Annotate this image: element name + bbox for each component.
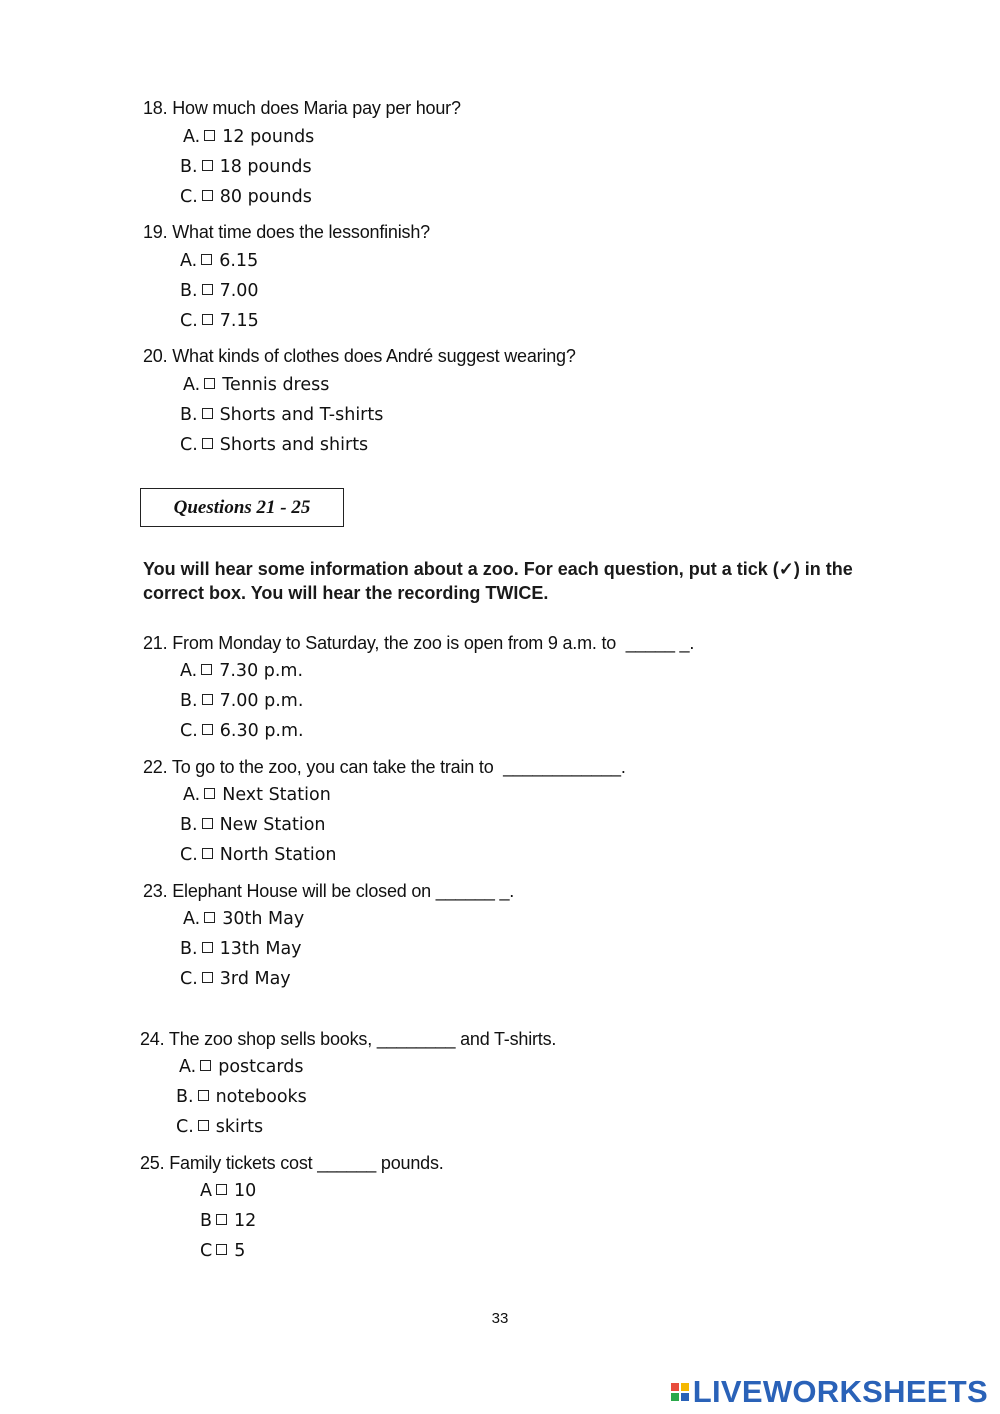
option-23-b[interactable]: [180, 937, 302, 961]
checkbox-icon[interactable]: [202, 160, 213, 171]
option-text: 6.15: [219, 251, 259, 271]
option-text: 7.00 p.m.: [219, 691, 304, 711]
checkbox-icon[interactable]: [202, 284, 213, 295]
option-label: B: [200, 1211, 213, 1231]
checkbox-icon[interactable]: [202, 694, 213, 705]
checkbox-icon[interactable]: [216, 1214, 227, 1225]
option-text: skirts: [215, 1117, 264, 1137]
option-text: North Station: [219, 845, 337, 865]
logo-square-icon: [681, 1393, 689, 1401]
checkbox-icon[interactable]: [202, 724, 213, 735]
option-label: A.: [179, 1057, 197, 1077]
option-text: Tennis dress: [222, 375, 330, 395]
checkbox-icon[interactable]: [216, 1244, 227, 1255]
checkbox-icon[interactable]: [198, 1120, 209, 1131]
question-19-text: 19. What time does the lessonfinish?: [143, 222, 430, 242]
option-19-a[interactable]: [180, 249, 258, 273]
option-text: 6.30 p.m.: [219, 721, 304, 741]
option-label: B.: [180, 405, 198, 425]
option-19-b[interactable]: [180, 279, 259, 303]
question-25-text: 25. Family tickets cost ______ pounds.: [140, 1153, 444, 1173]
option-label: C.: [180, 187, 198, 207]
option-label: B.: [180, 281, 198, 301]
checkbox-icon[interactable]: [202, 848, 213, 859]
option-label: C.: [180, 311, 198, 331]
question-21-text: 21. From Monday to Saturday, the zoo is open from 9 a.m. to _____ _.: [143, 633, 695, 653]
option-text: postcards: [218, 1057, 304, 1077]
option-text: Shorts and shirts: [219, 435, 369, 455]
option-label: B.: [180, 939, 198, 959]
option-20-a[interactable]: [183, 373, 329, 397]
option-23-c[interactable]: [180, 967, 291, 991]
option-20-b[interactable]: [180, 403, 383, 427]
checkbox-icon[interactable]: [202, 438, 213, 449]
option-21-a[interactable]: [180, 659, 303, 683]
checkbox-icon[interactable]: [216, 1184, 227, 1195]
option-18-b[interactable]: [180, 155, 312, 179]
option-text: 30th May: [222, 909, 305, 929]
checkbox-icon[interactable]: [201, 664, 212, 675]
option-label: C.: [180, 721, 198, 741]
option-19-c[interactable]: [180, 309, 259, 333]
option-label: A.: [183, 375, 201, 395]
option-text: 7.30 p.m.: [219, 661, 304, 681]
logo-square-icon: [671, 1383, 679, 1391]
option-22-c[interactable]: [180, 843, 337, 867]
option-text: 5: [234, 1241, 246, 1261]
option-text: 12 pounds: [222, 127, 315, 147]
checkbox-icon[interactable]: [202, 942, 213, 953]
question-22-text: 22. To go to the zoo, you can take the train to ____________.: [143, 757, 626, 777]
option-label: B.: [180, 815, 198, 835]
logo-mark-icon: [671, 1383, 689, 1401]
option-text: 10: [233, 1181, 257, 1201]
option-18-a[interactable]: [183, 125, 314, 149]
option-text: Shorts and T-shirts: [219, 405, 384, 425]
option-text: New Station: [219, 815, 326, 835]
option-label: A.: [183, 127, 201, 147]
option-label: C.: [180, 845, 198, 865]
option-22-a[interactable]: [183, 783, 331, 807]
question-23-text: 23. Elephant House will be closed on ______ _.: [143, 881, 515, 901]
page-number: 33: [491, 1310, 509, 1327]
option-25-b[interactable]: [200, 1209, 256, 1233]
option-label: B.: [180, 157, 198, 177]
checkbox-icon[interactable]: [200, 1060, 211, 1071]
logo-square-icon: [671, 1393, 679, 1401]
option-25-c[interactable]: [200, 1239, 245, 1263]
checkbox-icon[interactable]: [198, 1090, 209, 1101]
option-25-a[interactable]: [200, 1179, 256, 1203]
option-23-a[interactable]: [183, 907, 304, 931]
option-text: 13th May: [219, 939, 302, 959]
option-18-c[interactable]: [180, 185, 312, 209]
option-label: C: [200, 1241, 213, 1261]
checkbox-icon[interactable]: [201, 254, 212, 265]
option-label: A.: [180, 251, 198, 271]
logo-square-icon: [681, 1383, 689, 1391]
option-text: 3rd May: [219, 969, 291, 989]
question-20-text: 20. What kinds of clothes does André suggest wearing?: [143, 346, 576, 366]
option-text: 12: [234, 1211, 257, 1231]
option-text: 7.00: [219, 281, 259, 301]
option-label: C.: [180, 969, 198, 989]
option-text: 7.15: [219, 311, 259, 331]
checkbox-icon[interactable]: [204, 130, 215, 141]
option-label: A.: [183, 909, 201, 929]
option-24-c[interactable]: [176, 1115, 263, 1139]
option-label: C.: [176, 1117, 194, 1137]
checkbox-icon[interactable]: [202, 818, 213, 829]
checkbox-icon[interactable]: [202, 314, 213, 325]
option-21-c[interactable]: [180, 719, 304, 743]
logo-text: LIVEWORKSHEETS: [692, 1374, 988, 1409]
section-title-box: [140, 488, 344, 527]
checkbox-icon[interactable]: [202, 408, 213, 419]
option-text: 18 pounds: [219, 157, 312, 177]
option-24-a[interactable]: [179, 1055, 304, 1079]
question-18-text: 18. How much does Maria pay per hour?: [143, 98, 461, 118]
checkbox-icon[interactable]: [204, 378, 215, 389]
option-21-b[interactable]: [180, 689, 303, 713]
checkbox-icon[interactable]: [202, 190, 213, 201]
option-22-b[interactable]: [180, 813, 326, 837]
option-label: C.: [180, 435, 198, 455]
option-label: B.: [180, 691, 198, 711]
option-text: notebooks: [215, 1087, 307, 1107]
option-label: B.: [176, 1087, 194, 1107]
option-label: A: [200, 1181, 212, 1201]
question-24-text: 24. The zoo shop sells books, ________ and T-shirts.: [140, 1029, 557, 1049]
checkbox-icon[interactable]: [202, 972, 213, 983]
option-24-b[interactable]: [176, 1085, 307, 1109]
checkbox-icon[interactable]: [204, 912, 215, 923]
liveworksheets-logo[interactable]: [671, 1374, 988, 1410]
checkbox-icon[interactable]: [204, 788, 215, 799]
option-20-c[interactable]: [180, 433, 368, 457]
option-label: A.: [180, 661, 198, 681]
option-text: Next Station: [222, 785, 331, 805]
section-instructions: You will hear some information about a zoo. For each question, put a tick (✓) in the correct box. You will hear the recording TWICE.: [143, 559, 853, 603]
option-text: 80 pounds: [219, 187, 312, 207]
section-title: Questions 21 - 25: [173, 496, 311, 518]
option-label: A.: [183, 785, 201, 805]
